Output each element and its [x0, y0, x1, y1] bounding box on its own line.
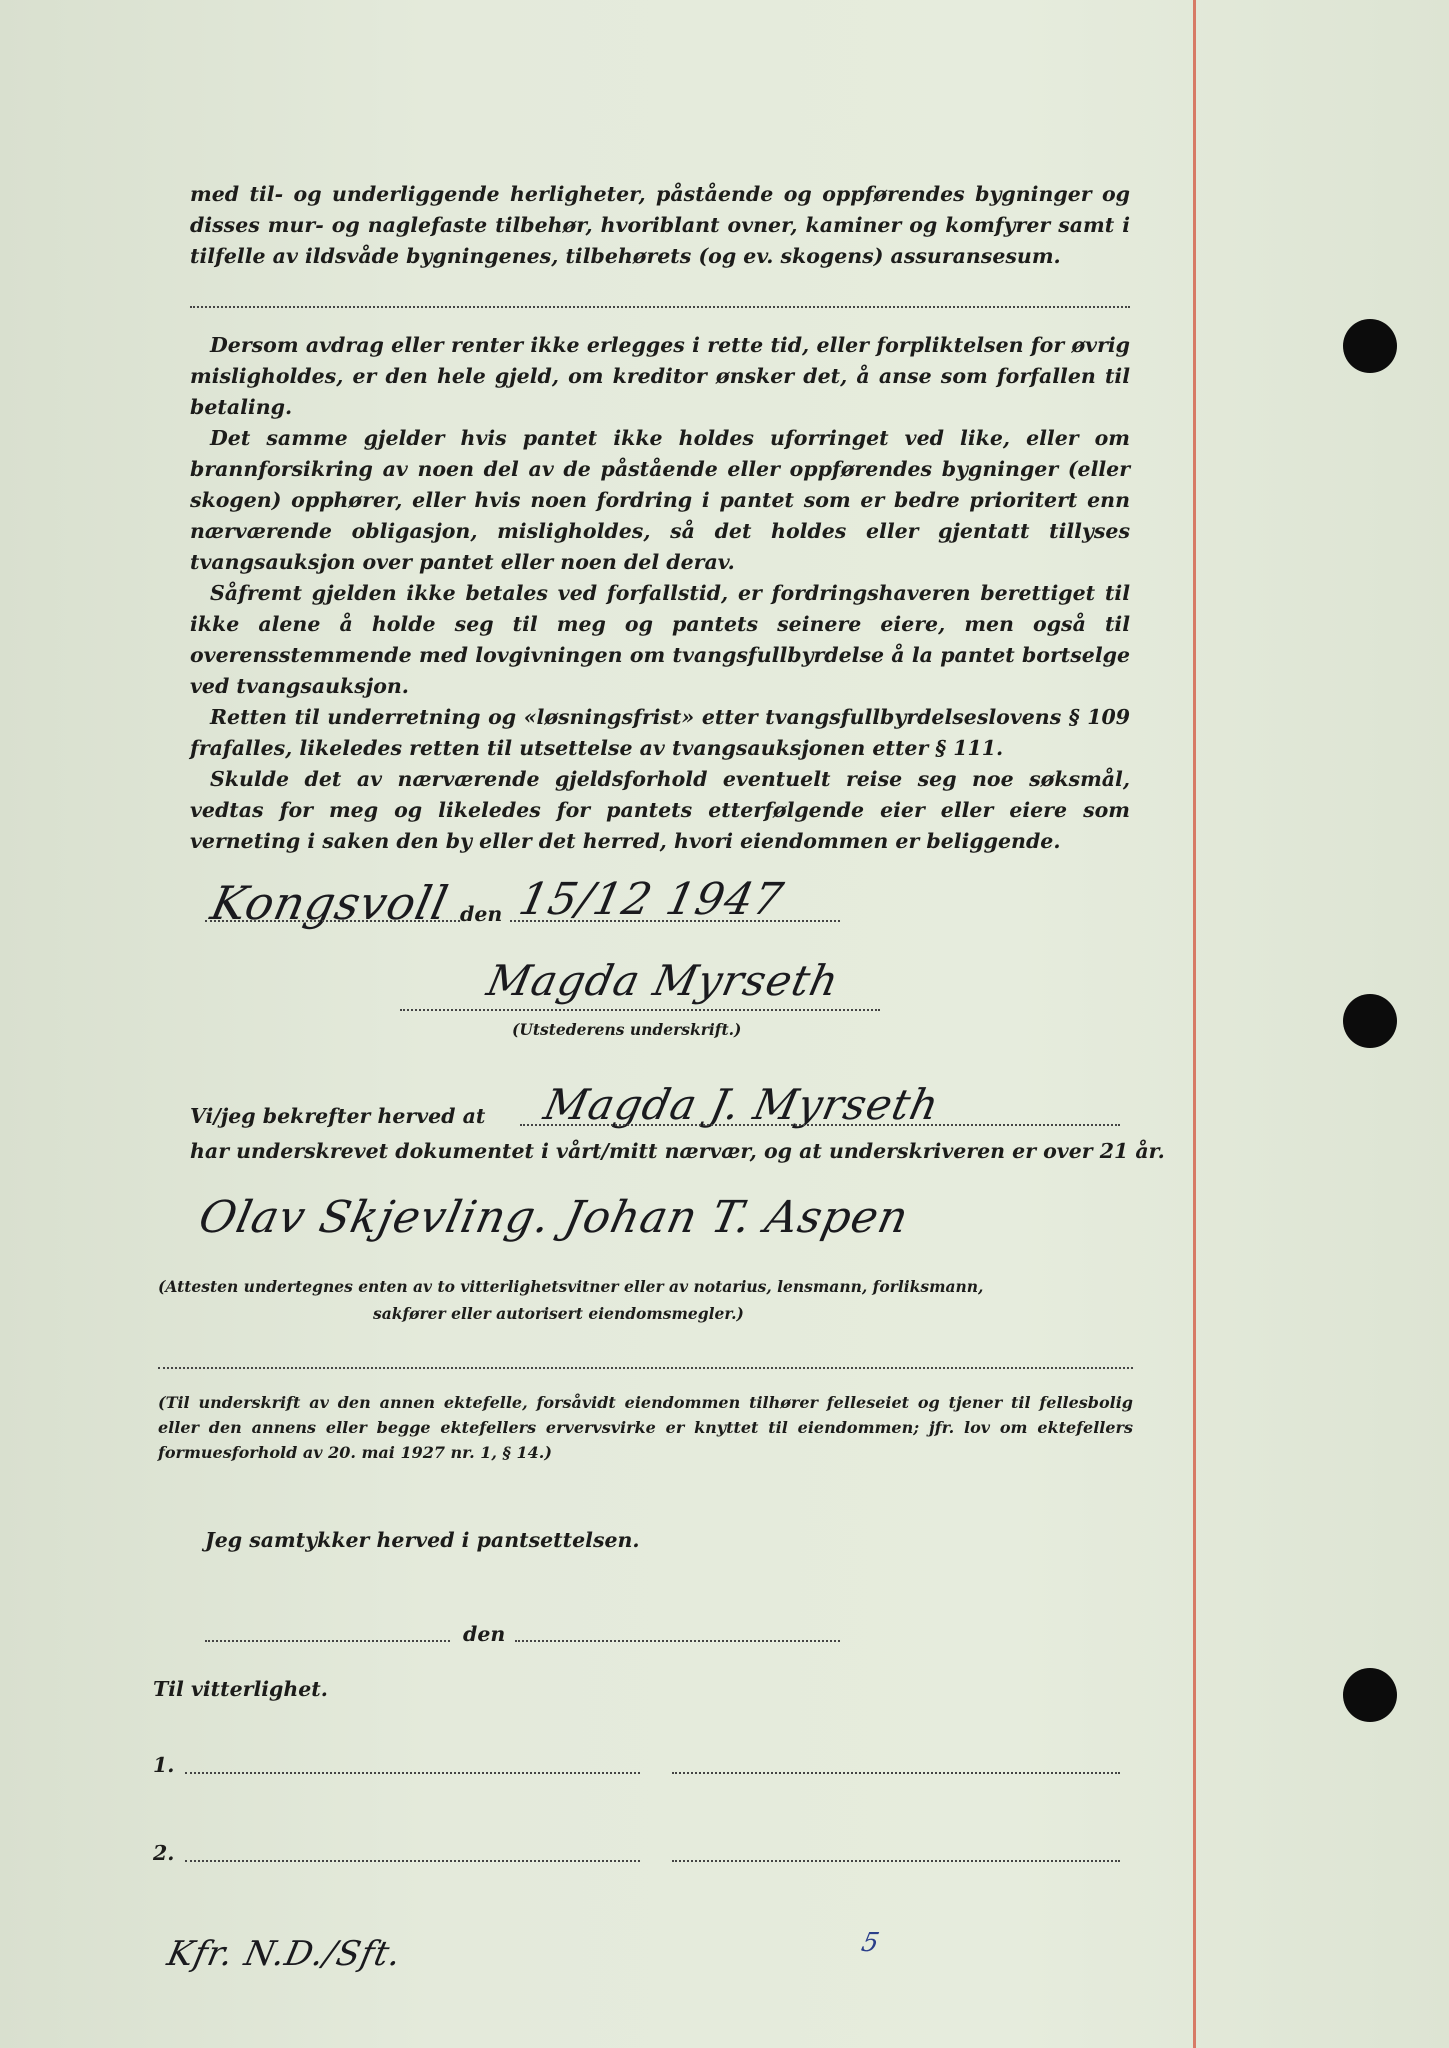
place-handwritten: Kongsvoll — [206, 876, 454, 930]
spouse-note: (Til underskrift av den annen ektefelle, forsåvidt eiendommen tilhører felleseiet og tjener til fellesbolig eller den annens eller begge ektefellers ervervsvirke er knyttet til eiendommen; jfr. lov om ektefellers formuesforhold av 20. mai 1927 nr. 1, § 14.) — [158, 1393, 1133, 1462]
dotted-separator — [190, 306, 1130, 308]
property-paragraph — [190, 179, 1130, 272]
witness-1-number: 1. — [153, 1753, 175, 1777]
terms-block — [190, 330, 1130, 857]
red-margin-line — [1193, 0, 1196, 2048]
binder-hole-bottom — [1343, 1668, 1397, 1722]
paragraph-4: Såfremt gjelden ikke betales ved forfallstid, er fordringshaveren berettiget til ikke alene å holde seg til meg og pantets seinere eiere, men også til overensstemmende med lovgivningen om tvangsfullbyrdelse å la pantet bortselge ved tvangsauksjon. — [190, 581, 1130, 698]
date-handwritten: 15/12 1947 — [514, 874, 789, 925]
attest-note-2: sakfører eller autorisert eiendomsmegler.) — [373, 1304, 744, 1323]
paragraph-3: Det samme gjelder hvis pantet ikke holdes uforringet ved like, eller om brannforsikring av noen del av de påstående eller oppførendes bygninger (eller skogen) opphører, eller hvis noen fordring i pantet som er bedre prioritert enn nærværende obligasjon, misligholdes, så det holdes eller gjentatt tillyses tvangsauksjon over pantet eller noen del derav. — [190, 426, 1130, 574]
witness-2-number: 2. — [153, 1841, 175, 1865]
consent-text: Jeg samtykker herved i pantsettelsen. — [205, 1528, 640, 1552]
confirm-name-handwritten: Magda J. Myrseth — [539, 1080, 944, 1129]
den-label: den — [460, 902, 503, 926]
consent-place-line — [205, 1640, 450, 1642]
issuer-caption: (Utstederens underskrift.) — [512, 1020, 742, 1039]
witness-1-line-a — [185, 1772, 640, 1774]
issuer-signature: Magda Myrseth — [482, 956, 844, 1005]
paragraph-6: Skulde det av nærværende gjeldsforhold eventuelt reise seg noe søksmål, vedtas for meg og likeledes for pantets etterfølgende eier eller eiere som verneting i saken den by eller det herred, hvori eiendommen er beliggende. — [190, 767, 1130, 853]
dotted-separator-2 — [158, 1367, 1133, 1369]
attest-note-1: (Attesten undertegnes enten av to vitterlighetsvitner eller av notarius, lensmann, forliksmann, — [158, 1277, 984, 1296]
witnesses-handwritten: Olav Skjevling. Johan T. Aspen — [194, 1192, 914, 1243]
binder-hole-top — [1343, 319, 1397, 373]
consent-date-line — [515, 1640, 840, 1642]
paragraph-2: Dersom avdrag eller renter ikke erlegges i rette tid, eller forpliktelsen for øvrig misligholdes, er den hele gjeld, om kreditor ønsker det, å anse som forfallen til betaling. — [190, 333, 1130, 419]
margin-note-handwritten: Kfr. N.D./Sft. — [163, 1934, 406, 1974]
paragraph-1: med til- og underliggende herligheter, påstående og oppførendes bygninger og disses mur- og naglefaste tilbehør, hvoriblant ovner, kaminer og komfyrer samt i tilfelle av ildsvåde bygningenes, tilbehørets (og ev. skogens) assuransesum. — [190, 182, 1130, 268]
witness-2-line-b — [672, 1860, 1120, 1862]
confirm-line-2: har underskrevet dokumentet i vårt/mitt nærvær, og at underskriveren er over 21 år. — [190, 1139, 1165, 1163]
witness-2-line-a — [185, 1860, 640, 1862]
page-mark-handwritten: 5 — [858, 1928, 883, 1958]
witness-1-line-b — [672, 1772, 1120, 1774]
issuer-signature-line — [400, 1009, 880, 1011]
confirm-label: Vi/jeg bekrefter herved at — [190, 1104, 486, 1128]
witness-heading: Til vitterlighet. — [153, 1677, 328, 1701]
binder-hole-middle — [1343, 994, 1397, 1048]
date-dotted-line — [510, 920, 840, 922]
place-dotted-line — [205, 920, 460, 922]
paragraph-5: Retten til underretning og «løsningsfrist» etter tvangsfullbyrdelseslovens § 109 frafalles, likeledes retten til utsettelse av tvangsauksjonen etter § 111. — [190, 705, 1130, 760]
den-label-2: den — [463, 1622, 506, 1646]
spouse-note-block — [158, 1390, 1133, 1465]
confirm-name-line — [520, 1124, 1120, 1126]
